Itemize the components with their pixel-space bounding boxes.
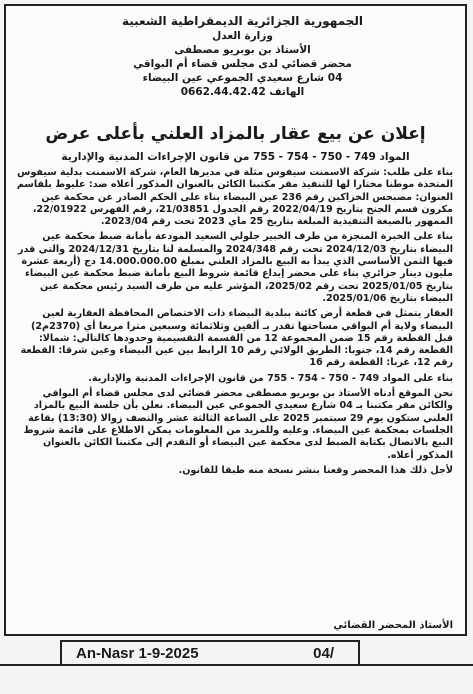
newspaper-date: An-Nasr 1-9-2025 <box>76 645 199 662</box>
announcement-frame <box>4 4 467 636</box>
body-paragraph: بناء على الخبرة المنجزة من طرف الخبير جلولي السعيد المودعة بأمانة ضبط محكمة عين البيضاء بتاريخ 2024/12/03 تحت رقم 2024/348 والمسلمة لنا بتاريخ 2024/12/31 والتي قدر فيها الثمن الأساسي الذي يبدأ به البيع بالمزاد العلني بمبلغ 14.000.000.00 دج (أربعة عشرة مليون دينار جزائري بناء على محضر إيداع قائمة شروط البيع بأمانة ضبط محكمة عين البيضاء بتاريخ 2025/01/05 تحت رقم 2025/02، المؤشر عليه من طرف السيد رئيس محكمة عين البيضاء بتاريخ 2025/01/06. <box>17 231 453 304</box>
page-number: 04/ <box>313 645 334 662</box>
header-line: وزارة العدل <box>212 30 273 42</box>
issuer-header <box>46 14 439 99</box>
announcement-body <box>16 167 453 480</box>
body-paragraph: العقار يتمثل في قطعة أرض كائنة ببلدية البيضاء ذات الاختصاص المحافظة العقارية لعين البيضاء ولاية أم البواقي مساحتها تقدر بـ ألفين وثلاثمائة وسبعين مترا مربعا أي (2370م2) قبل القطعة رقم 15 ضمن المجموعة 12 من القسمة التقسيمية وحدودها كالتالي: شمالا: القطعة رقم 14، جنوبا: الطريق الولائي رقم 10 الرابط بين عين البيضاء وعين شرقا: القطعة رقم 12، غربا: القطعة رقم 16 <box>20 308 453 369</box>
body-paragraph: بناء على طلب: شركة الاسمنت سيفوس مثلة في مديرها العام، شركة الاسمنت بدلية سيفوس المتخذة موطنا مختارا لها للتنفيذ مقر مكتبنا الكائن بالعنوان المذكور أعلاه ضد: عليوط بلقاسم العنوان: مصبحس الخزاكين رقم 236 عين البيضاء بناء على الحكم الصادر عن محكمة عين مكرون قسم الجنح بتاريخ 2022/04/19 رقم الجدول 21/03851، رقم الفهرس 22/01922، الممهور بالصيغة التنفيذية المبلغة بتاريخ 25 ماي 2023 تحت رقم 2023/04. <box>16 167 453 228</box>
footer-box <box>60 640 360 664</box>
page-footer <box>0 638 473 666</box>
header-line: محضر قضائي لدى مجلس قضاء أم البواقي <box>133 58 352 70</box>
header-line: 04 شارع سعيدي الجموعي عين البيضاء <box>142 72 343 84</box>
signature: الأستاذ المحضر القضائي <box>333 620 453 631</box>
body-paragraph: نحن الموقع أدناه الأستاذ بن بوبريو مصطفى محضر قضائي لدى مجلس قضاء أم البواقي والكائن مقر مكتبنا بـ 04 شارع سعيدي الجموعي عين البيضاء. نعلن بأن جلسة البيع بالمزاد العلني ستكون يوم 29 سبتمبر 2025 على الساعة الثالثة عشر والنصف زوالا (13:30) بقاعة الجلسات بمحكمة عين البيضاء. وعليه وللمزيد من المعلومات يمكن الاطلاع على قائمة شروط البيع بالاتصال بكتابة الضبط لدى محكمة عين البيضاء أو التقدم إلى مكتبنا الكائن بالعنوان المذكور أعلاه. <box>23 388 453 461</box>
announcement-subtitle: المواد 749 - 750 - 754 - 755 من قانون الإجراءات المدنية والإدارية <box>61 151 410 163</box>
body-paragraph: بناء على المواد 749 - 750 - 754 - 755 من قانون الإجراءات المدنية والإدارية. <box>88 372 453 384</box>
header-line: الهاتف 0662.44.42.42 <box>180 86 305 98</box>
body-paragraph: لأجل ذلك هذا المحضر وقعنا بنشر نسخة منه طبقا للقانون. <box>178 464 453 476</box>
header-line: الأستاذ بن بوبريو مصطفى <box>174 44 311 56</box>
announcement-title: إعلان عن بيع عقار بالمزاد العلني بأعلى عرض <box>45 124 426 144</box>
header-line: الجمهورية الجزائرية الديمقراطية الشعبية <box>121 14 364 28</box>
footer-rule <box>0 664 473 666</box>
